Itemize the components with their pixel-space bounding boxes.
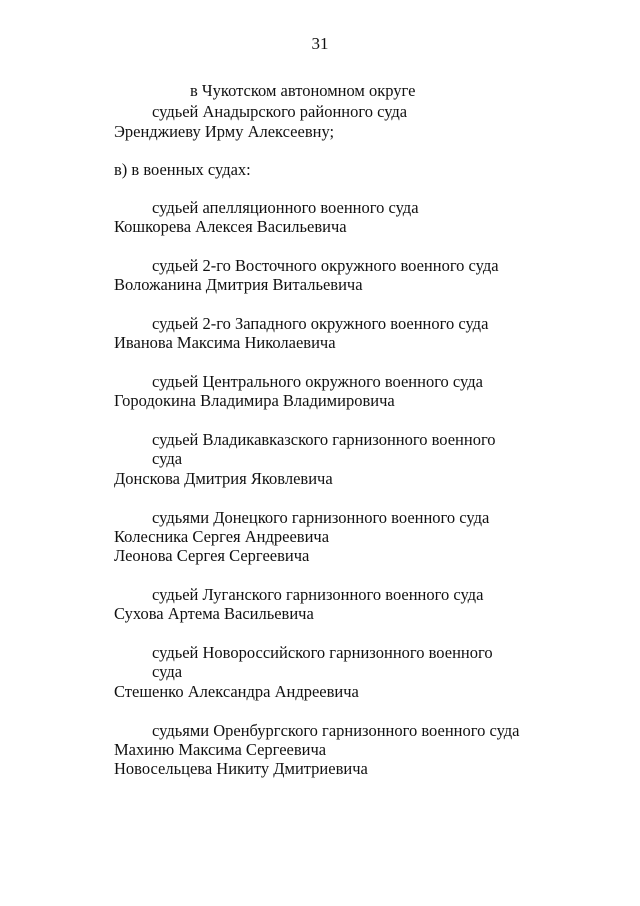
region-line: в Чукотском автономном округе — [190, 81, 416, 100]
judge-name-line: Кошкорева Алексея Васильевича — [114, 217, 347, 236]
court-role-line: судьей Новороссийского гарнизонного военного — [152, 643, 493, 662]
court-role-line: судьей Анадырского районного суда — [152, 102, 408, 121]
court-role-continuation: суда — [152, 449, 183, 468]
court-role-continuation: суда — [152, 662, 183, 681]
court-role-line: судьей Центрального окружного военного суда — [152, 372, 483, 391]
page-number: 31 — [311, 34, 329, 53]
judge-name-line: Колесника Сергея Андреевича — [114, 527, 330, 546]
judge-name-line: Эренджиеву Ирму Алексеевну; — [114, 122, 335, 141]
court-role-line: судьей 2-го Западного окружного военного суда — [152, 314, 489, 333]
judge-name-line: Сухова Артема Васильевича — [114, 604, 314, 623]
section-heading: в) в военных судах: — [114, 160, 251, 179]
judge-name-line: Донскова Дмитрия Яковлевича — [114, 469, 333, 488]
court-role-line: судьей апелляционного военного суда — [152, 198, 419, 217]
judge-name-line: Воложанина Дмитрия Витальевича — [114, 275, 363, 294]
court-role-line: судьями Оренбургского гарнизонного военного суда — [152, 721, 520, 740]
court-role-line: судьей Владикавказского гарнизонного военного — [152, 430, 496, 449]
court-role-line: судьями Донецкого гарнизонного военного суда — [152, 508, 490, 527]
court-role-line: судьей Луганского гарнизонного военного суда — [152, 585, 484, 604]
judge-name-line: Махиню Максима Сергеевича — [114, 740, 327, 759]
judge-name-line: Городокина Владимира Владимировича — [114, 391, 395, 410]
judge-name-line: Иванова Максима Николаевича — [114, 333, 336, 352]
judge-name-line: Леонова Сергея Сергеевича — [114, 546, 310, 565]
court-role-line: судьей 2-го Восточного окружного военного суда — [152, 256, 499, 275]
judge-name-line: Стешенко Александра Андреевича — [114, 682, 359, 701]
judge-name-line: Новосельцева Никиту Дмитриевича — [114, 759, 368, 778]
